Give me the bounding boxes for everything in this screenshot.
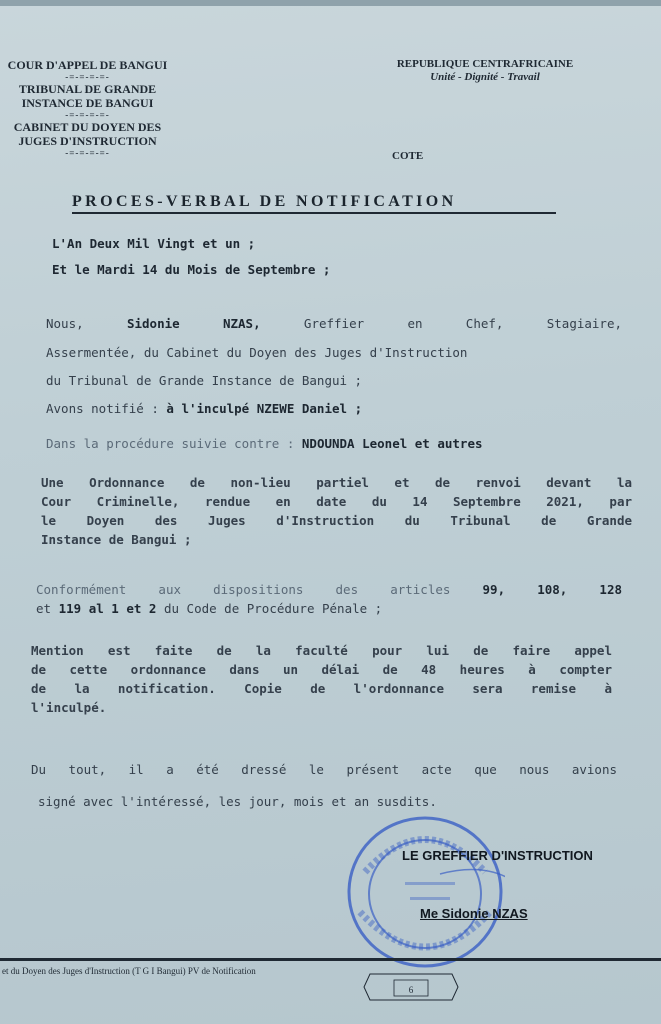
page-number: 6 [408, 985, 414, 995]
para-line: le Doyen des Juges d'Instruction du Tribunal de Grande [41, 513, 632, 528]
header-right [370, 58, 600, 84]
text: et [36, 601, 52, 616]
date-day: Et le Mardi 14 du Mois de Septembre ; [52, 262, 331, 277]
para-line [36, 580, 622, 599]
para-line [46, 314, 622, 333]
separator: -=-=-=-=- [65, 110, 110, 120]
text: du Code de Procédure Pénale ; [163, 601, 383, 616]
court-of-appeal: COUR D'APPEL DE BANGUI [7, 58, 168, 72]
signature-title: LE GREFFIER D'INSTRUCTION [402, 848, 593, 863]
paragraph-nous [46, 314, 622, 418]
text: Avons notifié : [46, 401, 159, 416]
juges-line: JUGES D'INSTRUCTION [18, 134, 157, 148]
document-title: PROCES-VERBAL DE NOTIFICATION [72, 193, 556, 214]
para-line [46, 399, 622, 418]
text: Greffier en Chef, Stagiaire, [303, 316, 623, 331]
paragraph-closing [31, 754, 617, 818]
top-edge [0, 0, 661, 6]
para-line: Cour Criminelle, rendue en date du 14 Septembre 2021, par [41, 494, 632, 509]
separator: -=-=-=-=- [65, 148, 110, 158]
para-line: de la notification. Copie de l'ordonnance sera remise à [31, 681, 612, 696]
para-line: Assermentée, du Cabinet du Doyen des Juges d'Instruction [46, 345, 468, 360]
para-line: Mention est faite de la faculté pour lui de faire appel [31, 643, 612, 658]
para-line: de cette ordonnance dans un délai de 48 heures à compter [31, 662, 612, 677]
tribunal-line: TRIBUNAL DE GRANDE [18, 82, 157, 96]
accused-name: à l'inculpé NZEWE Daniel ; [166, 401, 363, 416]
para-line [36, 599, 622, 618]
footer-text: et du Doyen des Juges d'Instruction (T G I Bangui) PV de Notification [2, 966, 256, 976]
signatory-name: Me Sidonie NZAS [420, 906, 528, 921]
instance-line: INSTANCE DE BANGUI [21, 96, 154, 110]
para-line: Une Ordonnance de non-lieu partiel et de renvoi devant la [41, 475, 632, 490]
article-numbers: 119 al 1 et 2 [58, 601, 157, 616]
separator: -=-=-=-=- [65, 72, 110, 82]
procedure-label: Dans la procédure suivie contre : [46, 436, 295, 451]
para-line: signé avec l'intéressé, les jour, mois et an susdits. [38, 794, 437, 809]
national-motto: Unité - Dignité - Travail [430, 71, 540, 83]
official-stamp [345, 812, 505, 972]
cote-label: COTE [392, 150, 424, 162]
cabinet-line: CABINET DU DOYEN DES [13, 120, 162, 134]
footer-divider [0, 958, 661, 961]
republic-name: REPUBLIQUE CENTRAFRICAINE [396, 58, 574, 70]
date-year: L'An Deux Mil Vingt et un ; [52, 236, 256, 251]
procedure-parties: NDOUNDA Leonel et autres [301, 436, 483, 451]
greffier-name: Sidonie NZAS, [126, 316, 261, 331]
header-left [0, 58, 175, 158]
para-line: l'inculpé. [31, 700, 107, 715]
para-line: Du tout, il a été dressé le présent acte que nous avions [31, 762, 617, 777]
paragraph-conformement [36, 580, 622, 618]
para-line: Instance de Bangui ; [41, 532, 192, 547]
paragraph-ordonnance [41, 473, 632, 549]
procedure-line [46, 436, 483, 451]
text: Nous, [46, 316, 84, 331]
text: Conformément aux dispositions des articles [36, 582, 451, 597]
para-line: du Tribunal de Grande Instance de Bangui ; [46, 373, 363, 388]
paragraph-mention [31, 641, 612, 717]
article-numbers: 99, 108, 128 [482, 582, 623, 597]
